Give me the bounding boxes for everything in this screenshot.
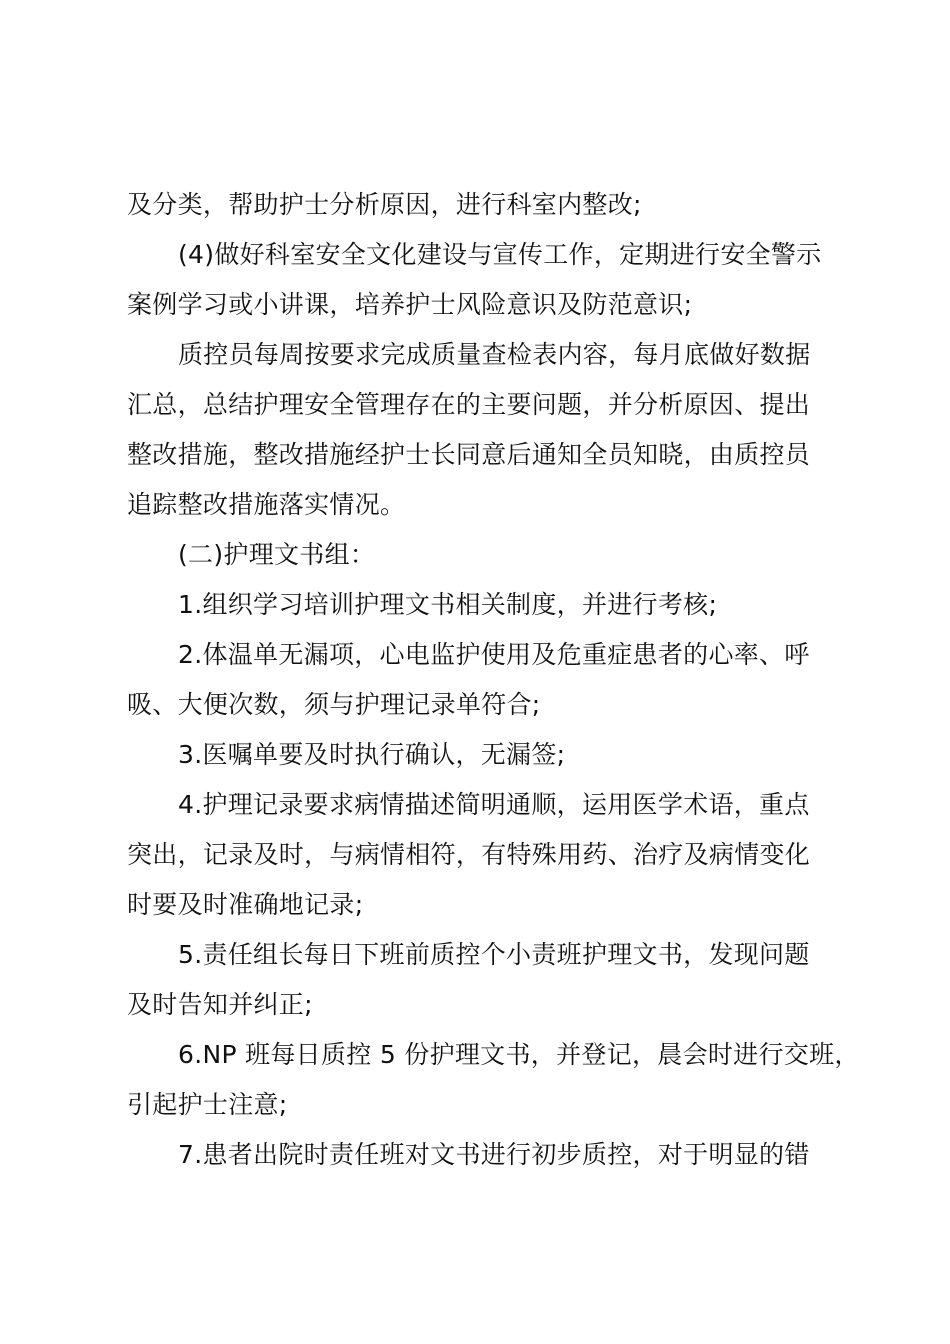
text-line: 2.体温单无漏项，心电监护使用及危重症患者的心率、呼 bbox=[178, 640, 810, 669]
section-heading: (二)护理文书组： bbox=[178, 540, 376, 569]
text-line: 追踪整改措施落实情况。 bbox=[127, 490, 406, 519]
text-line: 整改措施，整改措施经护士长同意后通知全员知晓，由质控员 bbox=[127, 440, 811, 469]
text-line: 吸、大便次数，须与护理记录单符合; bbox=[127, 690, 541, 719]
text-line: 突出，记录及时，与病情相符，有特殊用药、治疗及病情变化 bbox=[127, 840, 811, 869]
text-line: 时要及时准确地记录; bbox=[127, 890, 364, 919]
text-line: 质控员每周按要求完成质量查检表内容，每月底做好数据 bbox=[178, 340, 811, 369]
text-line: 1.组织学习培训护理文书相关制度，并进行考核; bbox=[178, 590, 718, 619]
text-line: 引起护士注意; bbox=[127, 1090, 288, 1119]
text-line: 5.责任组长每日下班前质控个小责班护理文书，发现问题 bbox=[178, 940, 810, 969]
text-line: 3.医嘱单要及时执行确认，无漏签; bbox=[178, 740, 566, 769]
text-line: 及时告知并纠正; bbox=[127, 990, 313, 1019]
text-line: 6.NP 班每日质控 5 份护理文书，并登记，晨会时进行交班， bbox=[178, 1040, 860, 1069]
text-line: 4.护理记录要求病情描述简明通顺，运用医学术语，重点 bbox=[178, 790, 810, 819]
text-line: 汇总，总结护理安全管理存在的主要问题，并分析原因、提出 bbox=[127, 390, 811, 419]
text-line: 7.患者出院时责任班对文书进行初步质控，对于明显的错 bbox=[178, 1140, 810, 1169]
text-line: (4)做好科室安全文化建设与宣传工作，定期进行安全警示 bbox=[178, 240, 822, 269]
text-line: 案例学习或小讲课，培养护士风险意识及防范意识; bbox=[127, 290, 693, 319]
text-line: 及分类，帮助护士分析原因，进行科室内整改; bbox=[127, 190, 642, 219]
